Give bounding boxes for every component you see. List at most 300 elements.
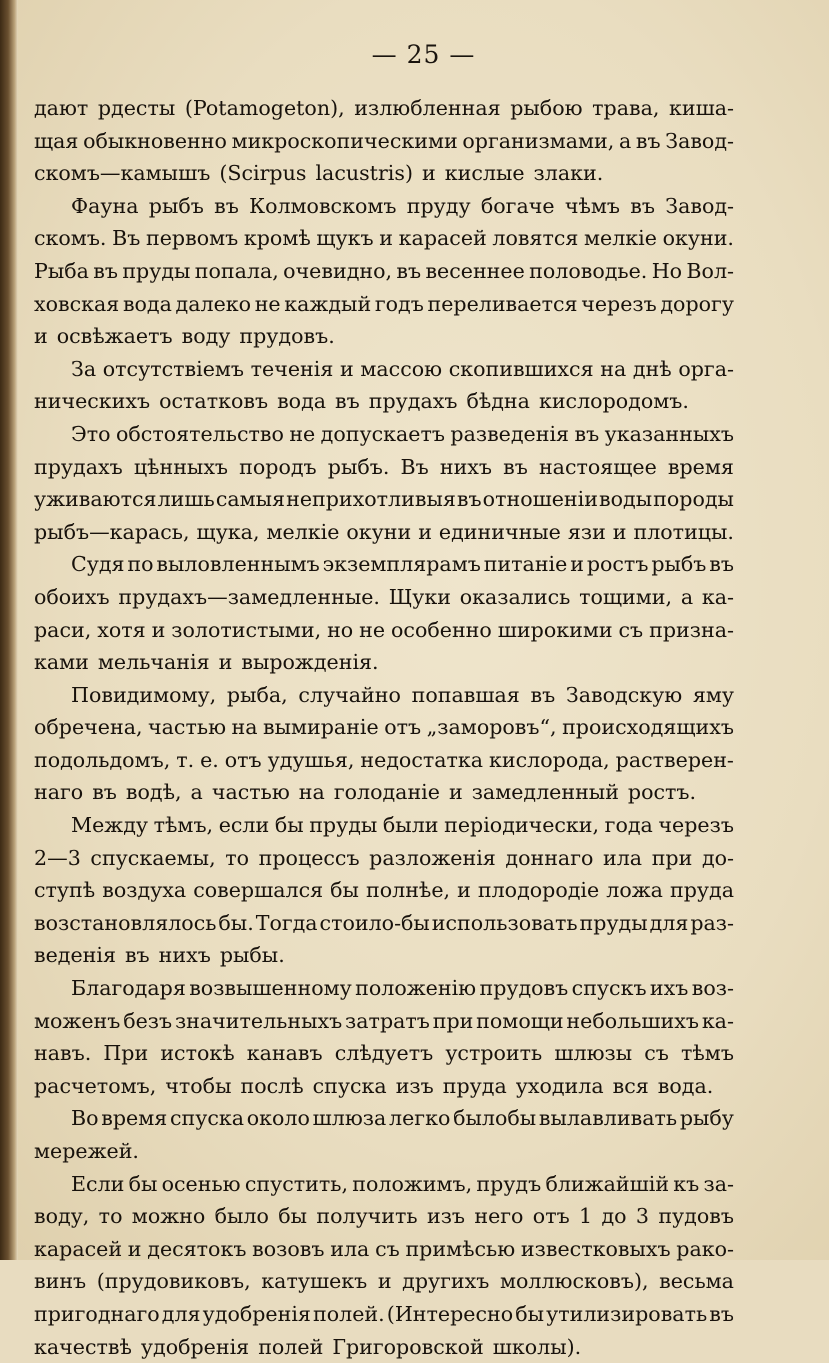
word: и bbox=[339, 356, 354, 381]
word: попавшая bbox=[411, 682, 520, 707]
word: раз- bbox=[690, 910, 734, 935]
word: если bbox=[218, 813, 270, 838]
word: слѣдуетъ bbox=[334, 1041, 434, 1066]
word: въ bbox=[635, 128, 661, 153]
word: рыбъ bbox=[651, 552, 707, 577]
word: орга- bbox=[678, 356, 734, 381]
word: канавъ bbox=[246, 1041, 323, 1066]
word: вымиранiе bbox=[263, 715, 379, 740]
word: уживаются bbox=[34, 487, 157, 512]
word: и bbox=[570, 552, 584, 577]
word: ловятся bbox=[492, 226, 579, 251]
word: въ bbox=[456, 487, 482, 512]
word: весеннее bbox=[425, 258, 525, 283]
word: тѣмъ bbox=[680, 1041, 734, 1066]
word: попала, bbox=[194, 258, 279, 283]
word: навъ. bbox=[34, 1041, 92, 1066]
word: замедленный bbox=[471, 780, 619, 805]
word: а bbox=[190, 780, 203, 805]
word: а bbox=[680, 584, 694, 609]
word: ками bbox=[34, 650, 89, 675]
word: вода bbox=[277, 389, 327, 414]
word: самыя bbox=[215, 487, 286, 512]
word: Это bbox=[71, 421, 111, 446]
word: весьма bbox=[659, 1269, 734, 1294]
word: чтобы bbox=[165, 1073, 232, 1098]
word: утилизировать bbox=[546, 1301, 708, 1326]
word: воду, bbox=[34, 1204, 90, 1229]
word: примѣсью bbox=[405, 1236, 516, 1261]
word: лишь bbox=[157, 487, 215, 512]
word: въ bbox=[709, 552, 734, 577]
word: недостатка bbox=[360, 747, 484, 772]
word: значительныхъ bbox=[174, 1008, 343, 1033]
word: подольдомъ, bbox=[34, 747, 171, 772]
word: совершался bbox=[193, 878, 324, 903]
word: ростъ bbox=[586, 552, 649, 577]
word: въ bbox=[630, 193, 655, 218]
word: въ bbox=[93, 258, 118, 283]
word: веденiя bbox=[34, 943, 116, 968]
word: для bbox=[161, 1301, 201, 1326]
word: при bbox=[651, 845, 693, 870]
word: годъ bbox=[374, 291, 424, 316]
word: ническихъ bbox=[34, 389, 151, 414]
text-line bbox=[34, 483, 734, 516]
text-line bbox=[34, 776, 734, 809]
word: (Интересно bbox=[386, 1301, 514, 1326]
word: бы bbox=[274, 813, 304, 838]
word: рыбъ. bbox=[327, 454, 390, 479]
word: киша- bbox=[669, 96, 734, 120]
word: освѣжаетъ bbox=[56, 324, 173, 349]
word: отсутствiемъ bbox=[102, 356, 245, 381]
word: изъ bbox=[395, 1073, 434, 1098]
text-line bbox=[34, 157, 734, 190]
word: положенiю bbox=[355, 976, 477, 1001]
word: рыбу bbox=[679, 1106, 734, 1131]
word: полей. bbox=[313, 1301, 385, 1326]
text-line bbox=[34, 418, 734, 451]
word: стоило-бы bbox=[319, 910, 430, 935]
word: использовать bbox=[431, 910, 578, 935]
word: было bbox=[214, 1204, 269, 1229]
word: Завод- bbox=[665, 128, 734, 153]
word: е. bbox=[200, 747, 219, 772]
word: рыбъ—карась, bbox=[34, 519, 190, 544]
text-line bbox=[34, 222, 734, 255]
text-line bbox=[34, 1168, 734, 1201]
word: прудахъ bbox=[368, 389, 458, 414]
word: ложа bbox=[606, 878, 663, 903]
word: Въ bbox=[112, 226, 141, 251]
word: затратъ bbox=[345, 1008, 430, 1033]
word: остатковъ bbox=[159, 389, 269, 414]
word: Заводскую bbox=[565, 682, 683, 707]
word: 2—3 bbox=[34, 845, 81, 870]
text-line bbox=[34, 385, 734, 418]
word: единичные bbox=[438, 519, 561, 544]
word: бы bbox=[278, 1204, 308, 1229]
word: отъ bbox=[224, 747, 262, 772]
word: для bbox=[649, 910, 689, 935]
word: Завод- bbox=[665, 193, 734, 218]
word: вода. bbox=[657, 1073, 714, 1098]
word: мельчанiя bbox=[97, 650, 210, 675]
word: 1 bbox=[579, 1204, 593, 1229]
word: легко bbox=[389, 1106, 451, 1131]
word: обстоятельство bbox=[115, 421, 284, 446]
word: трава, bbox=[592, 96, 660, 120]
word: прудахъ—замедленные. bbox=[118, 584, 380, 609]
word: послѣ bbox=[240, 1073, 304, 1098]
word: ила bbox=[603, 845, 643, 870]
word: раси, bbox=[34, 617, 92, 642]
text-line bbox=[34, 516, 734, 549]
word: Колмовскомъ bbox=[249, 193, 397, 218]
word: происходящихъ bbox=[562, 715, 734, 740]
word: карасей bbox=[398, 226, 487, 251]
text-line bbox=[34, 1265, 734, 1298]
word: спустить, bbox=[244, 1171, 349, 1196]
word: пруды bbox=[579, 910, 648, 935]
word: полнѣе, bbox=[365, 878, 451, 903]
word: частью bbox=[148, 715, 226, 740]
word: язи bbox=[567, 519, 606, 544]
word: и bbox=[151, 617, 166, 642]
text-line bbox=[34, 353, 734, 386]
word: щая bbox=[34, 128, 79, 153]
word: пруду bbox=[406, 193, 471, 218]
word: возвышенному bbox=[189, 976, 352, 1001]
word: въ bbox=[530, 682, 556, 707]
word: ростъ. bbox=[627, 780, 697, 805]
text-line bbox=[34, 744, 734, 777]
word: не bbox=[254, 291, 281, 316]
word: рыбы. bbox=[219, 943, 285, 968]
word: ка- bbox=[701, 584, 734, 609]
word: окуни. bbox=[662, 226, 734, 251]
word: прудъ bbox=[476, 1171, 542, 1196]
book-page bbox=[18, 0, 829, 1359]
word: вырожденiя. bbox=[241, 650, 379, 675]
word: удобренiя bbox=[202, 1301, 311, 1326]
text-line bbox=[34, 190, 734, 223]
word: скомъ—камышъ bbox=[34, 161, 211, 186]
word: Вол- bbox=[686, 258, 734, 283]
word: съ bbox=[644, 1041, 669, 1066]
word: Щуки bbox=[388, 584, 451, 609]
word: настоящее bbox=[538, 454, 657, 479]
word: пруды bbox=[122, 258, 191, 283]
word: питанiе bbox=[483, 552, 568, 577]
word: осенью bbox=[161, 1171, 241, 1196]
word: каждый bbox=[284, 291, 372, 316]
word: возовъ bbox=[252, 1236, 325, 1261]
word: Но bbox=[651, 258, 683, 283]
word: Во bbox=[71, 1106, 99, 1131]
word: При bbox=[103, 1041, 149, 1066]
word: яму bbox=[692, 682, 734, 707]
word: 3 bbox=[635, 1204, 649, 1229]
word: кислородомъ. bbox=[538, 389, 689, 414]
text-line bbox=[34, 842, 734, 875]
book-spine-shadow bbox=[0, 0, 18, 1260]
word: не bbox=[289, 421, 316, 446]
word: шлюзы bbox=[554, 1041, 633, 1066]
text-line bbox=[34, 1037, 734, 1070]
word: щука, bbox=[196, 519, 260, 544]
word: пруда bbox=[669, 878, 734, 903]
word: бы. bbox=[218, 910, 254, 935]
word: выловленнымъ bbox=[156, 552, 320, 577]
word: спускъ bbox=[571, 976, 647, 1001]
text-line bbox=[34, 255, 734, 288]
word: окуни bbox=[346, 519, 412, 544]
word: небольшихъ bbox=[566, 1008, 699, 1033]
word: спуска bbox=[169, 1106, 245, 1131]
word: бы bbox=[128, 1171, 158, 1196]
word: породы bbox=[653, 487, 734, 512]
text-line bbox=[34, 711, 734, 744]
word: спускаемы, bbox=[90, 845, 216, 870]
word: и bbox=[34, 324, 48, 349]
word: призна- bbox=[649, 617, 734, 642]
word: былобы bbox=[453, 1106, 537, 1131]
word: очевидно, bbox=[283, 258, 393, 283]
word: неприхотливыя bbox=[286, 487, 456, 512]
word: Благодаря bbox=[71, 976, 186, 1001]
word: и bbox=[612, 519, 627, 544]
word: и bbox=[377, 1269, 392, 1294]
word: скомъ. bbox=[34, 226, 107, 251]
word: ховская bbox=[34, 291, 120, 316]
word: Судя bbox=[71, 552, 125, 577]
word: ка- bbox=[701, 1008, 734, 1033]
word: рдесты bbox=[97, 96, 176, 120]
text-line bbox=[34, 646, 734, 679]
word: время bbox=[101, 1106, 168, 1131]
word: помощи bbox=[476, 1008, 564, 1033]
word: ступѣ bbox=[34, 878, 96, 903]
word: наго bbox=[34, 780, 84, 805]
word: богаче bbox=[480, 193, 555, 218]
word: устроить bbox=[445, 1041, 543, 1066]
word: (Potamogeton), bbox=[184, 96, 345, 120]
word: получить bbox=[316, 1204, 418, 1229]
text-line bbox=[34, 1005, 734, 1038]
word: карасей bbox=[34, 1236, 123, 1261]
word: черезъ bbox=[658, 813, 734, 838]
text-line bbox=[34, 1298, 734, 1331]
word: и bbox=[418, 519, 432, 544]
word: ихъ bbox=[649, 976, 689, 1001]
word: изъ bbox=[426, 1204, 466, 1229]
word: обыкновенно bbox=[83, 128, 227, 153]
word: бы bbox=[515, 1301, 545, 1326]
word: воз- bbox=[691, 976, 734, 1001]
word: кислорода, bbox=[489, 747, 610, 772]
word: ила bbox=[330, 1236, 370, 1261]
word: воду bbox=[181, 324, 231, 349]
word: не bbox=[359, 617, 386, 642]
word: на bbox=[298, 780, 325, 805]
word: до bbox=[601, 1204, 627, 1229]
word: допускаетъ bbox=[320, 421, 445, 446]
word: въ bbox=[124, 943, 150, 968]
word: (Scirpus bbox=[219, 161, 307, 186]
word: пруда bbox=[442, 1073, 507, 1098]
word: Тогда bbox=[255, 910, 318, 935]
word: нихъ bbox=[439, 454, 493, 479]
word: до- bbox=[701, 845, 734, 870]
word: переливается bbox=[427, 291, 578, 316]
word: рыбъ bbox=[148, 193, 204, 218]
word: около bbox=[246, 1106, 310, 1131]
word: растверен- bbox=[615, 747, 734, 772]
word: плотицы. bbox=[633, 519, 734, 544]
word: Въ bbox=[400, 454, 429, 479]
word: скопившихся bbox=[448, 356, 594, 381]
word: воды bbox=[599, 487, 653, 512]
word: въ bbox=[396, 258, 422, 283]
word: пудовъ bbox=[658, 1204, 734, 1229]
word: удушья, bbox=[267, 747, 355, 772]
word: прудовъ bbox=[479, 976, 569, 1001]
word: бѣдна bbox=[466, 389, 530, 414]
word: кромѣ bbox=[243, 226, 311, 251]
word: отъ bbox=[532, 1204, 570, 1229]
word: разведенiя bbox=[450, 421, 570, 446]
word: тѣмъ, bbox=[153, 813, 214, 838]
word: катушекъ bbox=[261, 1269, 368, 1294]
word: истокѣ bbox=[160, 1041, 235, 1066]
word: спуска bbox=[312, 1073, 387, 1098]
text-line bbox=[34, 907, 734, 940]
word: въ bbox=[92, 780, 117, 805]
word: рыба, bbox=[226, 682, 288, 707]
word: особенно bbox=[391, 617, 492, 642]
word: воздуха bbox=[102, 878, 187, 903]
word: уходила bbox=[515, 1073, 604, 1098]
text-line bbox=[34, 939, 734, 972]
word: излюбленная bbox=[354, 96, 501, 120]
word: Повидимому, bbox=[71, 682, 217, 707]
word: плодородiе bbox=[477, 878, 600, 903]
word: обоихъ bbox=[34, 584, 110, 609]
word: теченiя bbox=[250, 356, 334, 381]
word: известковыхъ bbox=[520, 1236, 671, 1261]
word: разложенiя bbox=[369, 845, 496, 870]
word: породъ bbox=[239, 454, 317, 479]
word: винъ bbox=[34, 1269, 87, 1294]
page-body-text bbox=[34, 92, 734, 1363]
text-line bbox=[34, 972, 734, 1005]
word: тощими, bbox=[579, 584, 673, 609]
word: то bbox=[98, 1204, 123, 1229]
word: ближайшiй bbox=[545, 1171, 670, 1196]
word: прудовъ. bbox=[239, 324, 335, 349]
text-line bbox=[34, 1233, 734, 1266]
word: микроскопическими bbox=[231, 128, 458, 153]
word: отношенiи bbox=[482, 487, 598, 512]
text-line bbox=[34, 874, 734, 907]
word: случайно bbox=[298, 682, 401, 707]
text-line bbox=[34, 1200, 734, 1233]
text-line bbox=[34, 1070, 734, 1103]
page-number: — 25 — bbox=[371, 40, 476, 69]
text-line bbox=[34, 1135, 734, 1168]
word: съ bbox=[375, 1236, 400, 1261]
word: за- bbox=[703, 1171, 734, 1196]
word: дорогу bbox=[660, 291, 734, 316]
word: оказались bbox=[459, 584, 571, 609]
word: (прудовиковъ, bbox=[96, 1269, 251, 1294]
word: Фауна bbox=[71, 193, 139, 218]
word: и bbox=[218, 650, 233, 675]
word: „заморовъ“, bbox=[426, 715, 557, 740]
word: мелкiе bbox=[584, 226, 657, 251]
word: безъ bbox=[123, 1008, 173, 1033]
text-line bbox=[34, 320, 734, 353]
word: и bbox=[457, 878, 471, 903]
word: и bbox=[422, 161, 436, 186]
word: широкими bbox=[497, 617, 613, 642]
word: качествѣ bbox=[34, 1334, 132, 1359]
word: кислые bbox=[444, 161, 525, 186]
word: на bbox=[231, 715, 258, 740]
word: мережей. bbox=[34, 1139, 139, 1163]
word: съ bbox=[618, 617, 644, 642]
word: дают bbox=[34, 96, 89, 120]
word: моженъ bbox=[34, 1008, 121, 1033]
word: года bbox=[604, 813, 653, 838]
word: другихъ bbox=[402, 1269, 490, 1294]
word: положимъ, bbox=[352, 1171, 473, 1196]
word: удобренiя bbox=[140, 1334, 250, 1359]
word: въ bbox=[574, 421, 600, 446]
word: въ bbox=[709, 1301, 734, 1326]
word: перiодически, bbox=[444, 813, 600, 838]
word: золотистыми, bbox=[171, 617, 322, 642]
word: вылавливать bbox=[538, 1106, 678, 1131]
word: Григоровской bbox=[332, 1334, 484, 1359]
word: возстановлялось bbox=[34, 910, 217, 935]
word: расчетомъ, bbox=[34, 1073, 157, 1098]
word: Рыба bbox=[34, 258, 89, 283]
word: массою bbox=[360, 356, 443, 381]
word: въ bbox=[503, 454, 528, 479]
word: рако- bbox=[676, 1236, 734, 1261]
word: щукъ bbox=[316, 226, 374, 251]
word: lacustris) bbox=[315, 161, 413, 186]
word: шлюза bbox=[312, 1106, 387, 1131]
text-line bbox=[34, 1102, 734, 1135]
word: нихъ bbox=[158, 943, 211, 968]
word: него bbox=[474, 1204, 524, 1229]
word: половодье. bbox=[529, 258, 648, 283]
word: мелкiе bbox=[266, 519, 340, 544]
word: школы). bbox=[492, 1334, 582, 1359]
word: и bbox=[127, 1236, 142, 1261]
text-line bbox=[34, 125, 734, 158]
word: въ bbox=[214, 193, 239, 218]
word: то bbox=[225, 845, 250, 870]
text-line bbox=[34, 92, 734, 125]
word: обречена, bbox=[34, 715, 143, 740]
word: пригоднаго bbox=[34, 1301, 160, 1326]
word: полей bbox=[258, 1334, 324, 1359]
